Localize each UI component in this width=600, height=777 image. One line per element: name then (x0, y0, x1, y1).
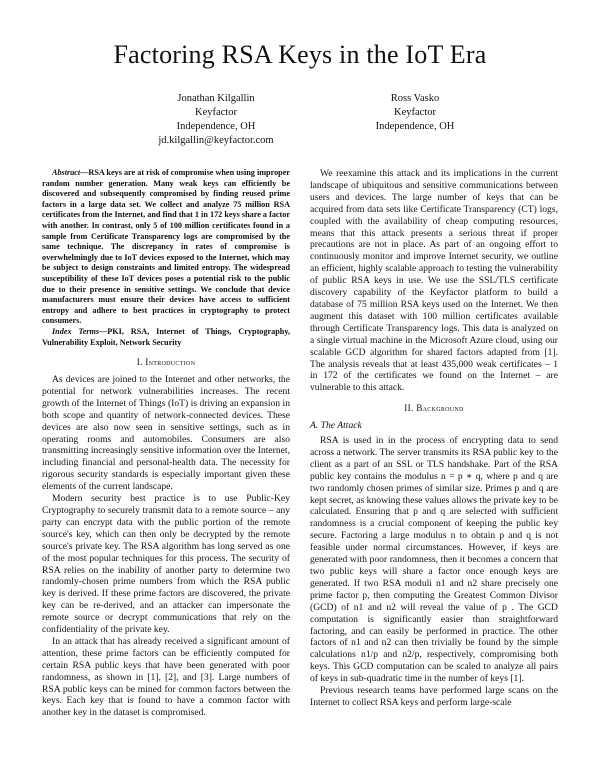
index-terms-label: Index Terms (52, 326, 100, 336)
abstract (42, 168, 290, 327)
author-email: jd.kilgallin@keyfactor.com (158, 135, 274, 146)
index-terms-text: —PKI, RSA, Internet of Things, Cryptography, Vulnerability Exploit, Network Security (42, 326, 291, 347)
author-location: Independence, OH (375, 121, 455, 132)
author-name: Jonathan Kilgallin (177, 93, 255, 104)
abstract-text: —RSA keys are at risk of compromise when using improper random number generation. Many weak keys can efficiently be discovered and subsequently compromised by finding reused prime factors in a large data set. We collect and analyze 75 million RSA certificates from the Internet, and find that 1 in 172 keys share a factor with another. In contrast, only 5 of 100 million certificates found in a sample from Certificate Transparency logs are compromised by the same technique. The discrepancy in rates of compromise is overwhelmingly due to IoT devices exposed to the Internet, which may be subject to design constraints and limited entropy. The widespread susceptibility of these IoT devices poses a potential risk to the public due to their presence in sensitive settings. We conclude that device manufacturers must ensure their devices have access to sufficient entropy and adhere to best practices in cryptography to protect consumers. (42, 168, 290, 326)
author-affiliation: Keyfactor (394, 107, 436, 118)
paragraph: Previous research teams have performed large scans on the Internet to collect RSA keys and perform large-scale (310, 685, 558, 708)
subsection-heading-attack: A. The Attack (310, 420, 362, 432)
paragraph: In an attack that has already received a significant amount of attention, these prime factors can be efficiently computed for certain RSA public keys that have been generated with poor randomness, as shown in [1], [2], and [3]. Large numbers of RSA public keys can be mined for common factors between the keys. Each key that is found to have a common factor with another key in the dataset is compromised. (42, 635, 290, 719)
author-block-1 (101, 92, 331, 148)
paragraph: We reexamine this attack and its implications in the current landscape of ubiquitous and sensitive communications between users and devices. The large number of keys that can be acquired from data sets like Certificate Transparency (CT) logs, coupled with the availability of cheap computing resources, means that this attack presents a serious threat if proper precautions are not in place. As part of an ongoing effort to continuously monitor and improve Internet security, we outline an efficient, highly scalable approach to testing the vulnerability of public RSA keys in use. We use the SSL/TLS certificate discovery capability of the Keyfactor platform to build a database of 75 million RSA keys used on the Internet. We then augment this dataset with 100 million certificates available through Certificate Transparency logs. This data is analyzed on a single virtual machine in the Microsoft Azure cloud, using our scalable GCD algorithm for shared factors adapted from [1]. The analysis reveals that at least 435,000 weak certificates – 1 in 172 of the certificates we found on the Internet – are vulnerable to this attack. (310, 168, 558, 394)
author-affiliation: Keyfactor (195, 107, 237, 118)
left-column (42, 168, 290, 719)
paper-title: Factoring RSA Keys in the IoT Era (113, 40, 487, 69)
right-column (310, 168, 558, 709)
index-terms (42, 327, 290, 348)
author-block-2 (300, 92, 530, 134)
author-location: Independence, OH (176, 121, 256, 132)
paragraph: RSA is used in in the process of encrypting data to send across a network. The server transmits its RSA public key to the client as a part of an SSL or TLS handshake. Part of the RSA public key contains the modulus n = p ∗ q, where p and q are two randomly chosen primes of similar size. Primes p and q are kept secret, as knowing these values allows the private key to be calculated. Ensuring that p and q are selected with sufficient randomness is a crucial component of keeping the public key secure. Factoring a large modulus n to obtain p and q is not feasible under normal circumstances. However, if keys are generated with poor randomness, then it becomes a concern that two public keys will share a factor once enough keys are generated. If two RSA moduli n1 and n2 share precisely one prime factor p, then computing the Greatest Common Divisor (GCD) of n1 and n2 will reveal the value of p . The GCD computation is significantly easier than straightforward factoring, and can easily be performed in practice. The other factors of n1 and n2 can then trivially be found by the simple calculations n1/p and n2/p, respectively, compromising both keys. This GCD computation can be scaled to analyze all pairs of keys in sub-quadratic time in the number of keys [1]. (310, 435, 558, 685)
abstract-label: Abstract (52, 168, 81, 177)
author-name: Ross Vasko (390, 93, 440, 104)
section-heading-background: II. Background (404, 403, 464, 414)
section-heading-introduction: I. Introduction (136, 357, 196, 368)
paragraph: As devices are joined to the Internet and other networks, the potential for network vulnerabilities increases. The recent growth of the Internet of Things (IoT) is driving an expansion in both scope and quantity of network-connected devices. These devices are also now seen in sensitive settings, such as in operating rooms and automobiles. Consumers are also transmitting increasingly sensitive information over the Internet, including financial and personal-health data. The necessity for rigorous security standards is especially important given these elements of the current landscape. (42, 374, 290, 493)
paragraph: Modern security best practice is to use Public-Key Cryptography to securely transmit data to a remote source – any party can encrypt data with the public portion of the remote source's key, which can then only be decrypted by the remote source's private key. The RSA algorithm has long served as one of the most popular techniques for this process. The security of RSA relies on the inability of another party to determine two randomly-chosen prime numbers from which the RSA public key is derived. If these prime factors are discovered, the private key can be re-derived, and an attacker can impersonate the remote source or decrypt communications that rely on the confidentiality of the private key. (42, 493, 290, 636)
